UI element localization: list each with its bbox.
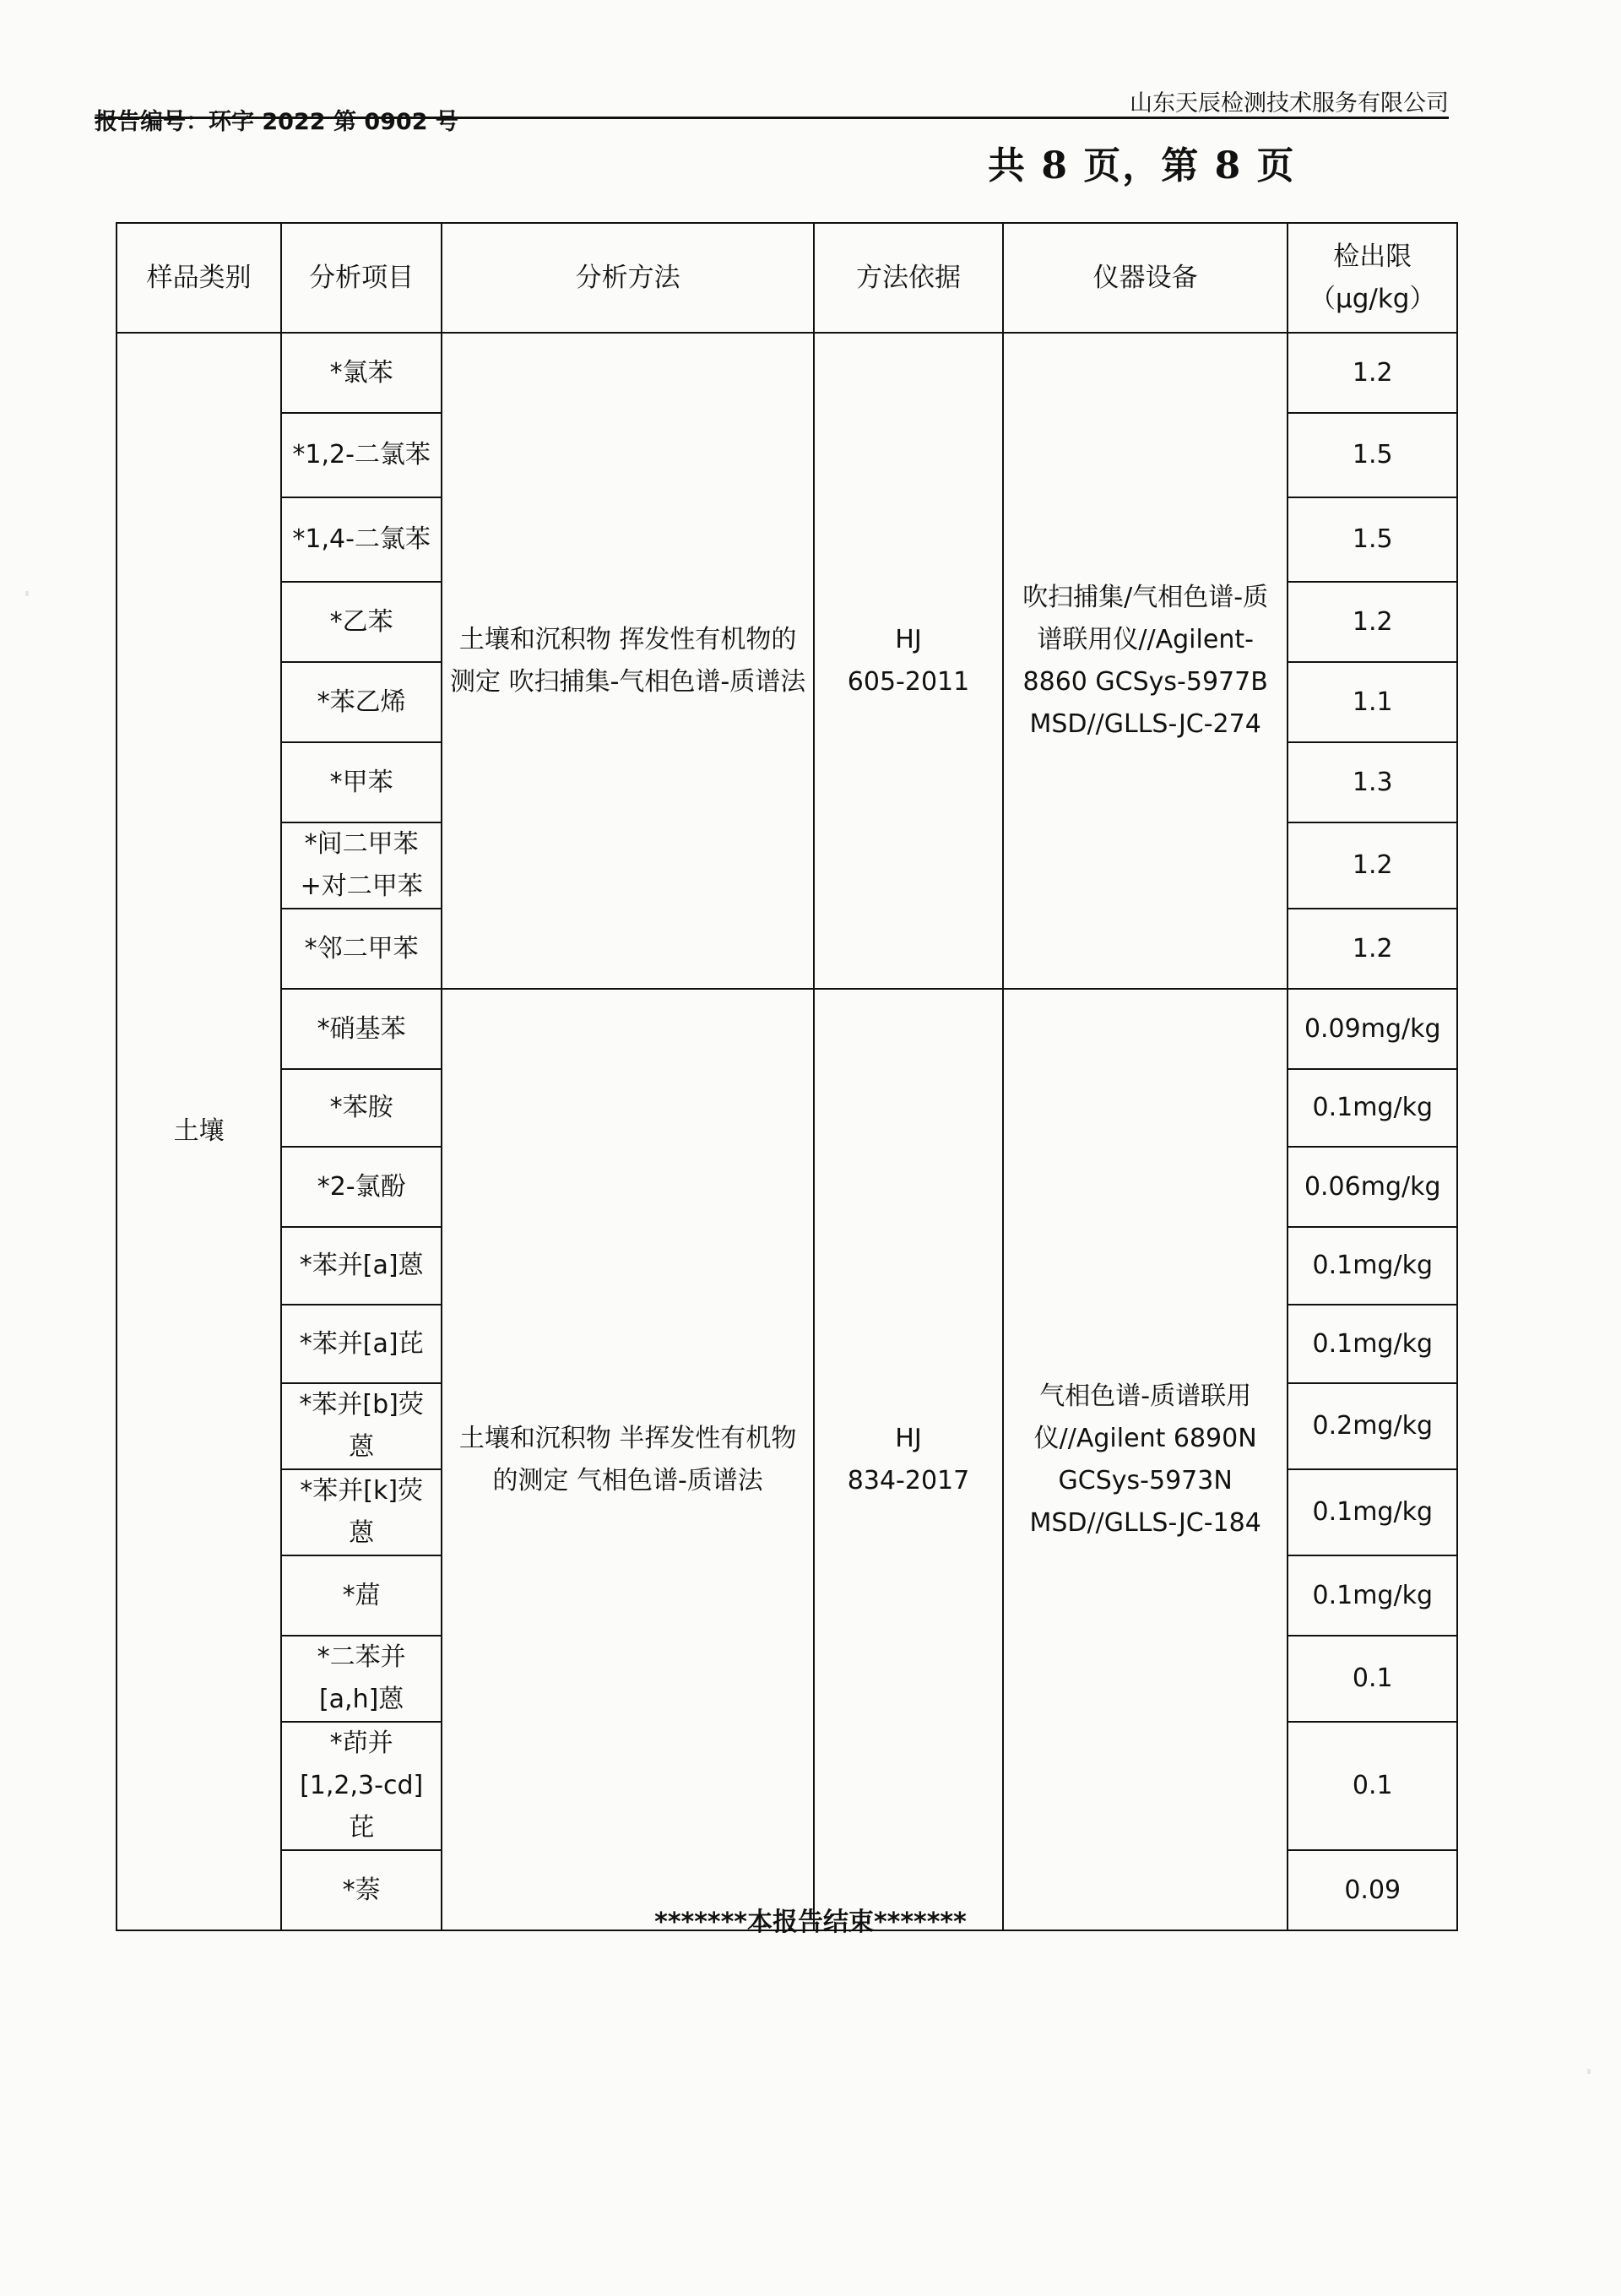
method-basis-number: 834-2017 xyxy=(847,1465,970,1495)
analysis-item: *2-氯酚 xyxy=(281,1147,442,1227)
analysis-item: *乙苯 xyxy=(281,582,442,662)
detection-limit: 0.1mg/kg xyxy=(1288,1227,1457,1305)
analysis-item: *二苯并[a,h]蒽 xyxy=(281,1636,442,1722)
analysis-item: *萘 xyxy=(281,1850,442,1930)
analysis-item: *邻二甲苯 xyxy=(281,909,442,989)
detection-limit-label: 检出限 xyxy=(1333,242,1412,272)
detection-limit: 0.1 xyxy=(1288,1722,1457,1850)
method-basis xyxy=(814,333,1003,989)
report-end-mark: *******本报告结束******* xyxy=(654,1908,967,1937)
scan-artifact xyxy=(25,591,29,596)
analysis-item: *苯胺 xyxy=(281,1069,442,1147)
table-row xyxy=(117,333,1457,413)
equipment: 吹扫捕集/气相色谱-质谱联用仪//Agilent-8860 GCSys-5977B MSD//GLLS-JC-274 xyxy=(1003,333,1288,989)
analysis-item: *苯并[a]芘 xyxy=(281,1305,442,1383)
detection-limit: 1.1 xyxy=(1288,662,1457,742)
col-header-analysis-method: 分析方法 xyxy=(442,223,814,333)
sample-type-cell: 土壤 xyxy=(117,333,281,1930)
analysis-item: *苯并[b]荧蒽 xyxy=(281,1383,442,1469)
page-count: 共 8 页，第 8 页 xyxy=(988,144,1296,187)
analysis-item: *䓛 xyxy=(281,1555,442,1636)
detection-limit: 1.2 xyxy=(1288,333,1457,413)
report-number: 报告编号：环字 2022 第 0902 号 xyxy=(95,109,458,135)
analysis-item: *1,4-二氯苯 xyxy=(281,497,442,582)
analysis-item: *茚并[1,2,3-cd]芘 xyxy=(281,1722,442,1850)
table-header-row xyxy=(117,223,1457,333)
detection-limit: 0.1mg/kg xyxy=(1288,1305,1457,1383)
col-header-method-basis: 方法依据 xyxy=(814,223,1003,333)
detection-limit: 0.09mg/kg xyxy=(1288,989,1457,1069)
scan-artifact xyxy=(1587,2069,1591,2074)
analysis-item: *氯苯 xyxy=(281,333,442,413)
analysis-item: *硝基苯 xyxy=(281,989,442,1069)
detection-limit: 1.2 xyxy=(1288,909,1457,989)
analysis-method: 土壤和沉积物 半挥发性有机物的测定 气相色谱-质谱法 xyxy=(442,989,814,1930)
col-header-equipment: 仪器设备 xyxy=(1003,223,1288,333)
detection-limit: 0.1mg/kg xyxy=(1288,1069,1457,1147)
results-table xyxy=(116,222,1458,1931)
analysis-item: *1,2-二氯苯 xyxy=(281,413,442,497)
col-header-detection-limit xyxy=(1288,223,1457,333)
detection-limit: 1.5 xyxy=(1288,413,1457,497)
method-basis-number: 605-2011 xyxy=(847,666,970,697)
analysis-item: *甲苯 xyxy=(281,742,442,822)
detection-limit: 0.1mg/kg xyxy=(1288,1469,1457,1555)
table-row xyxy=(117,989,1457,1069)
method-basis xyxy=(814,989,1003,1930)
analysis-item: *间二甲苯+对二甲苯 xyxy=(281,822,442,909)
page-header xyxy=(95,78,1449,138)
detection-limit: 0.06mg/kg xyxy=(1288,1147,1457,1227)
company-name: 山东天辰检测技术服务有限公司 xyxy=(1130,90,1449,117)
col-header-analysis-item: 分析项目 xyxy=(281,223,442,333)
analysis-item: *苯乙烯 xyxy=(281,662,442,742)
detection-limit: 0.09 xyxy=(1288,1850,1457,1930)
detection-limit: 1.2 xyxy=(1288,582,1457,662)
detection-limit-unit: （μg/kg） xyxy=(1309,284,1436,314)
col-header-sample-type: 样品类别 xyxy=(117,223,281,333)
header-divider xyxy=(95,117,1449,119)
method-basis-code: HJ xyxy=(895,1423,922,1453)
table-body xyxy=(117,333,1457,1930)
detection-limit: 1.2 xyxy=(1288,822,1457,909)
equipment: 气相色谱-质谱联用仪//Agilent 6890N GCSys-5973N MSD//GLLS-JC-184 xyxy=(1003,989,1288,1930)
detection-limit: 0.2mg/kg xyxy=(1288,1383,1457,1469)
method-basis-code: HJ xyxy=(895,624,922,654)
detection-limit: 1.5 xyxy=(1288,497,1457,582)
analysis-method: 土壤和沉积物 挥发性有机物的测定 吹扫捕集-气相色谱-质谱法 xyxy=(442,333,814,989)
analysis-item: *苯并[k]荧蒽 xyxy=(281,1469,442,1555)
detection-limit: 0.1mg/kg xyxy=(1288,1555,1457,1636)
detection-limit: 1.3 xyxy=(1288,742,1457,822)
analysis-item: *苯并[a]蒽 xyxy=(281,1227,442,1305)
detection-limit: 0.1 xyxy=(1288,1636,1457,1722)
